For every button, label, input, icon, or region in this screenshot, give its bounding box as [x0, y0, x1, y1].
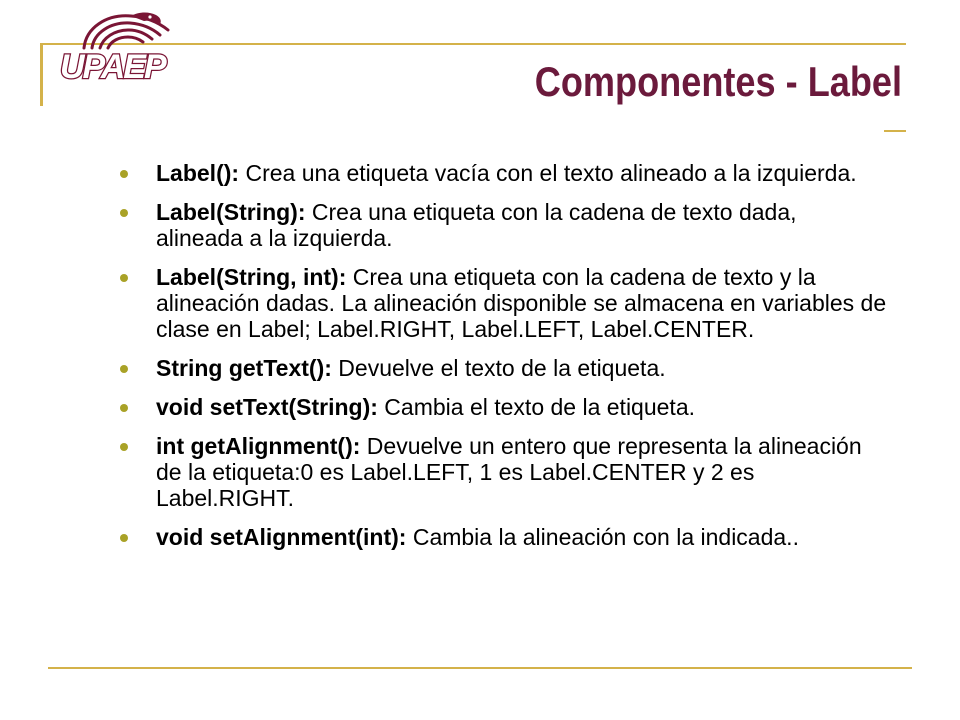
upaep-logo	[58, 8, 178, 88]
bullet-dot-icon	[120, 274, 128, 282]
bottom-rule	[48, 667, 912, 669]
bullet-dot-icon	[120, 404, 128, 412]
list-item	[118, 160, 888, 186]
list-item	[118, 355, 888, 381]
list-item	[118, 433, 888, 511]
item-text: Cambia el texto de la etiqueta.	[377, 394, 696, 420]
item-term: int getAlignment():	[156, 433, 361, 459]
item-text: Devuelve un entero que representa la alineación de la etiqueta:0 es Label.LEFT, 1 es Label.CENTER y 2 es Label.RIGHT.	[156, 433, 862, 511]
logo-text: UPAEP	[60, 48, 165, 86]
item-text: Cambia la alineación con la indicada..	[406, 524, 799, 550]
list-item	[118, 199, 888, 251]
bullet-dot-icon	[120, 209, 128, 217]
item-text: Crea una etiqueta vacía con el texto alineado a la izquierda.	[239, 160, 857, 186]
title-rule	[884, 130, 906, 132]
item-text: Crea una etiqueta con la cadena de texto dada, alineada a la izquierda.	[156, 199, 797, 251]
item-text: Crea una etiqueta con la cadena de texto y la alineación dadas. La alineación disponible se almacena en variables de clase en Label; Label.RIGHT, Label.LEFT, Label.CENTER.	[156, 264, 887, 342]
item-term: void setText(String):	[156, 394, 378, 420]
bullet-list	[118, 160, 888, 563]
list-item	[118, 524, 888, 550]
item-text: Devuelve el texto de la etiqueta.	[331, 355, 666, 381]
slide-title: Componentes - Label	[534, 58, 902, 105]
item-term: String getText():	[156, 355, 332, 381]
item-term: Label():	[156, 160, 240, 186]
bullet-dot-icon	[120, 365, 128, 373]
item-term: void setAlignment(int):	[156, 524, 407, 550]
left-bracket-rule	[40, 43, 43, 106]
bullet-dot-icon	[120, 170, 128, 178]
list-item	[118, 394, 888, 420]
list-item	[118, 264, 888, 342]
item-term: Label(String):	[156, 199, 306, 225]
bullet-dot-icon	[120, 443, 128, 451]
eagle-head-icon	[76, 8, 176, 52]
item-term: Label(String, int):	[156, 264, 347, 290]
bullet-dot-icon	[120, 534, 128, 542]
